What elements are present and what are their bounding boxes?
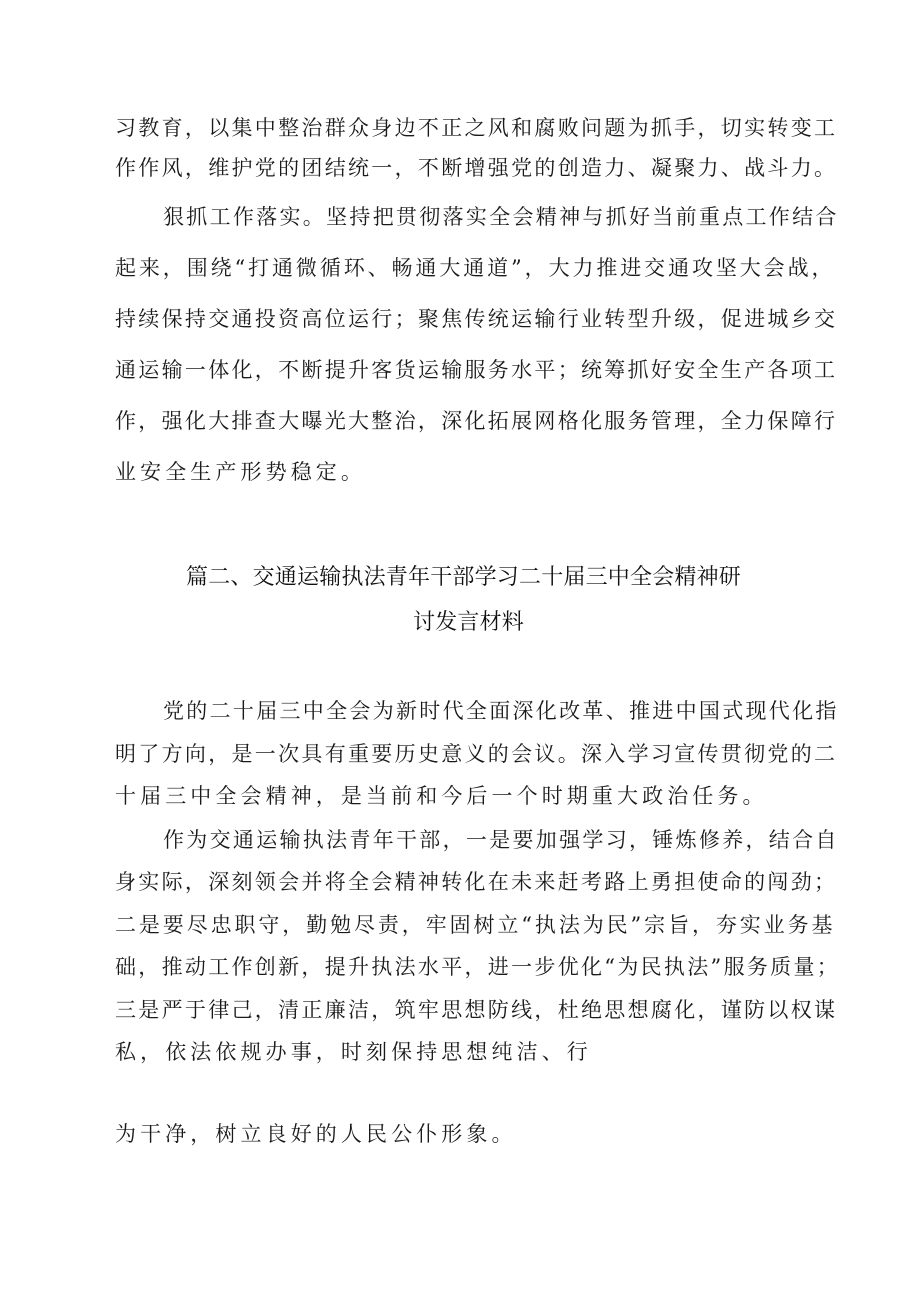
paragraph-line: 起来，围绕“打通微循环、畅通大通道”，大力推进交通攻坚大会战， (115, 256, 836, 280)
paragraph-line: 习教育，以集中整治群众身边不正之风和腐败问题为抓手，切实转变工 (115, 116, 838, 140)
paragraph-line: 通运输一体化，不断提升客货运输服务水平；统筹抓好安全生产各项工 (115, 358, 838, 382)
paragraph-line: 础，推动工作创新，提升执法水平，进一步优化“为民执法”服务质量； (115, 955, 841, 979)
paragraph-line: 明了方向，是一次具有重要历史意义的会议。深入学习宣传贯彻党的二 (115, 742, 838, 766)
paragraph-line: 身实际，深刻领会并将全会精神转化在未来赶考路上勇担使命的闯劲； (115, 870, 838, 894)
paragraph-line: 为干净，树立良好的人民公仆形象。 (115, 1122, 517, 1146)
paragraph-line: 二是要尽忠职守，勤勉尽责，牢固树立“执法为民”宗旨，夯实业务基 (115, 913, 836, 937)
paragraph-line: 业安全生产形势稳定。 (115, 460, 366, 484)
paragraph-line: 作作风，维护党的团结统一，不断增强党的创造力、凝聚力、战斗力。 (115, 156, 838, 180)
paragraph-line: 三是严于律己，清正廉洁，筑牢思想防线，杜绝思想腐化，谨防以权谋 (115, 998, 838, 1022)
paragraph-line: 十届三中全会精神，是当前和今后一个时期重大政治任务。 (115, 784, 768, 808)
paragraph-line: 私，依法依规办事，时刻保持思想纯洁、行 (115, 1040, 592, 1064)
paragraph-line: 作为交通运输执法青年干部，一是要加强学习，锤炼修养，结合自 (163, 828, 839, 852)
paragraph-line: 党的二十届三中全会为新时代全面深化改革、推进中国式现代化指 (163, 699, 839, 723)
paragraph-line: 狠抓工作落实。坚持把贯彻落实全会精神与抓好当前重点工作结合 (163, 205, 839, 229)
section-heading-line-1: 篇二、交通运输执法青年干部学习二十届三中全会精神研 (186, 565, 742, 590)
section-heading-line-2: 讨发言材料 (413, 610, 525, 635)
paragraph-line: 持续保持交通投资高位运行；聚焦传统运输行业转型升级，促进城乡交 (115, 307, 838, 331)
paragraph-line: 作，强化大排查大曝光大整治，深化拓展网格化服务管理，全力保障行 (115, 409, 838, 433)
